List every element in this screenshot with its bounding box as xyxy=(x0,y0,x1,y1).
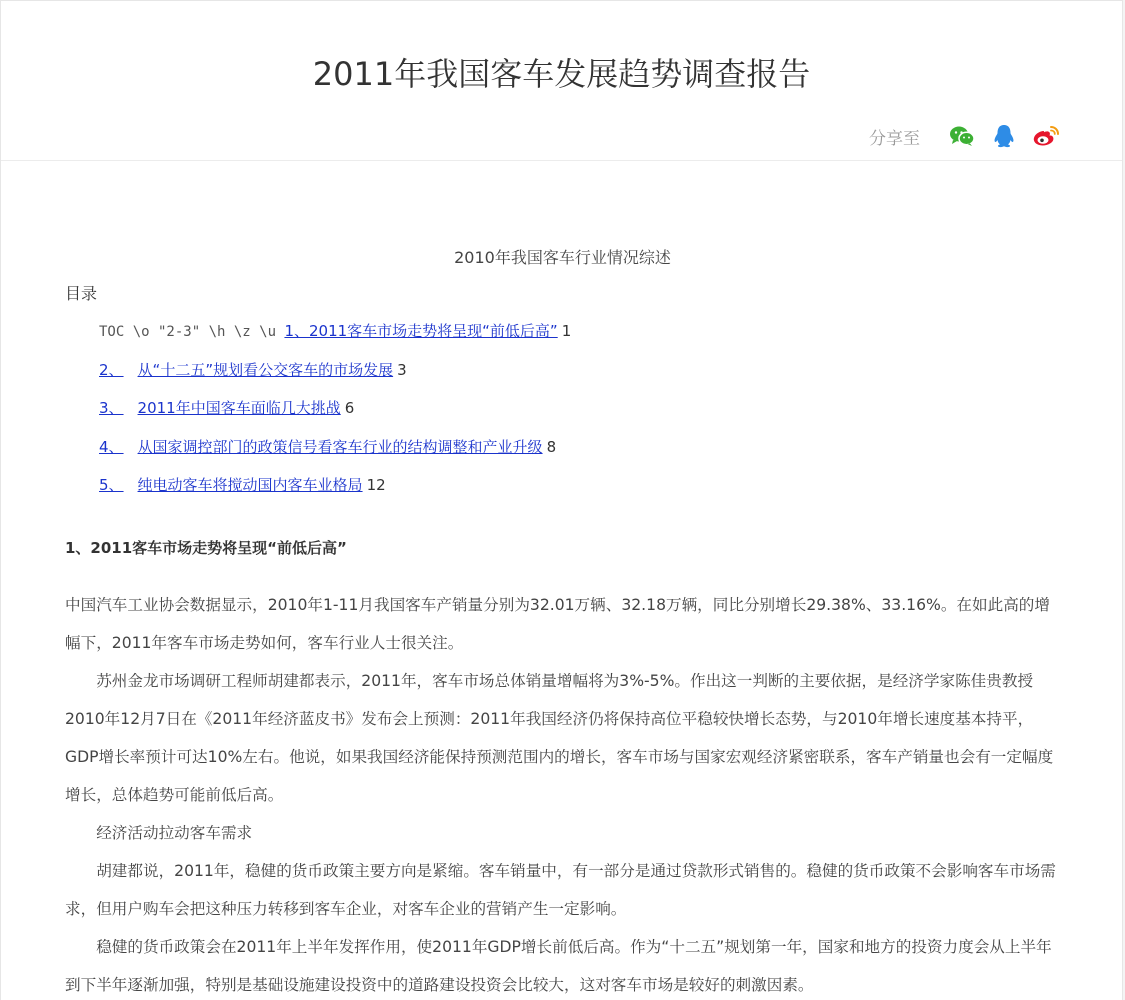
toc-number[interactable]: 2、 xyxy=(99,360,124,379)
toc-page-number: 12 xyxy=(366,476,386,494)
toc-link-5[interactable]: 纯电动客车将搅动国内客车业格局 xyxy=(137,476,363,494)
toc-field-code: TOC \o "2-3" \h \z \u xyxy=(99,324,285,340)
toc-number[interactable]: 4、 xyxy=(99,437,124,456)
toc-item xyxy=(99,437,571,476)
paragraph: 稳健的货币政策会在2011年上半年发挥作用，使2011年GDP增长前低后高。作为“十二五”规划第一年，国家和地方的投资力度会从上半年到下半年逐渐加强，特别是基础设施建设投资中的道路建设投资会比较大，这对客车市场是较好的刺激因素。 xyxy=(65,938,1052,994)
toc-number[interactable]: 3、 xyxy=(99,399,124,417)
toc-page-number: 8 xyxy=(546,437,557,456)
page-header xyxy=(1,1,1122,161)
toc-item xyxy=(99,321,571,360)
article-body xyxy=(65,586,1060,1000)
table-of-contents xyxy=(99,321,571,514)
toc-link-4[interactable]: 从国家调控部门的政策信号看客车行业的结构调整和产业升级 xyxy=(137,437,543,456)
section-heading: 1、2011客车市场走势将呈现“前低后高” xyxy=(65,539,347,557)
paragraph: 苏州金龙市场调研工程师胡建都表示，2011年，客车市场总体销量增幅将为3%-5%。作出这一判断的主要依据，是经济学家陈佳贵教授2010年12月7日在《2011年经济蓝皮书》发布会上预测：2011年我国经济仍将保持高位平稳较快增长态势，与2010年增长速度基本持平，GDP增长率预计可达10%左右。他说，如果我国经济能保持预测范围内的增长，客车市场与国家宏观经济紧密联系，客车产销量也会有一定幅度增长，总体趋势可能前低后高。 xyxy=(65,672,1054,804)
page-title: 2011年我国客车发展趋势调查报告 xyxy=(312,55,811,93)
paragraph: 胡建都说，2011年，稳健的货币政策主要方向是紧缩。客车销量中，有一部分是通过贷款形式销售的。稳健的货币政策不会影响客车市场需求，但用户购车会把这种压力转移到客车企业，对客车企业的营销产生一定影响。 xyxy=(65,862,1056,918)
toc-item xyxy=(99,360,571,399)
toc-page-number: 6 xyxy=(344,399,355,417)
wechat-icon[interactable] xyxy=(948,122,976,150)
toc-page-number: 1 xyxy=(561,322,572,340)
paragraph: 中国汽车工业协会数据显示，2010年1-11月我国客车产销量分别为32.01万辆、32.18万辆，同比分别增长29.38%、33.16%。在如此高的增幅下，2011年客车市场走势如何，客车行业人士很关注。 xyxy=(65,596,1050,652)
toc-link-3[interactable]: 2011年中国客车面临几大挑战 xyxy=(137,399,341,417)
toc-label: 目录 xyxy=(65,284,98,303)
share-label: 分享至 xyxy=(869,128,920,149)
qq-icon[interactable] xyxy=(990,122,1018,150)
overview-title: 2010年我国客车行业情况综述 xyxy=(454,248,671,267)
toc-link-2[interactable]: 从“十二五”规划看公交客车的市场发展 xyxy=(137,360,394,379)
toc-item xyxy=(99,475,571,514)
toc-page-number: 3 xyxy=(397,360,407,379)
subheading: 经济活动拉动客车需求 xyxy=(96,824,253,842)
weibo-icon[interactable] xyxy=(1032,122,1060,150)
toc-link-1[interactable]: 1、2011客车市场走势将呈现“前低后高” xyxy=(284,322,558,340)
toc-number[interactable]: 5、 xyxy=(99,476,124,494)
share-bar xyxy=(869,121,1060,151)
toc-item xyxy=(99,398,571,437)
